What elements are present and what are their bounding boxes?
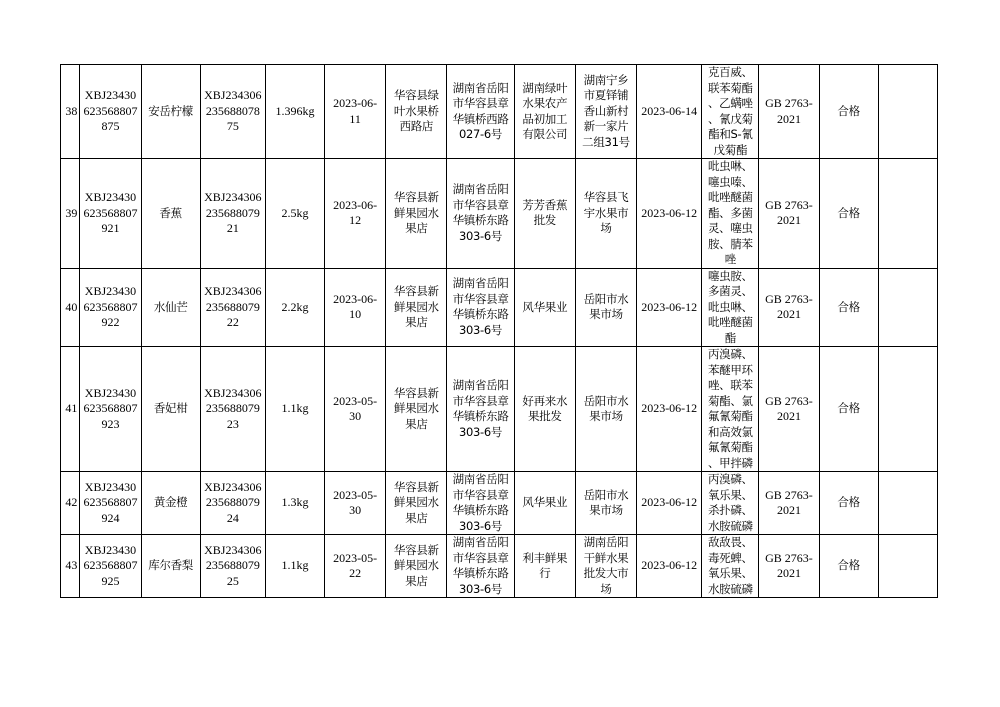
row-number-cell xyxy=(61,472,80,535)
row-number-cell xyxy=(61,535,80,598)
production-date-cell xyxy=(325,472,386,535)
note-cell xyxy=(878,159,937,269)
supplier-text: 风华果业 xyxy=(522,299,568,314)
supplier-cell xyxy=(514,535,575,598)
product-name-text: 香蕉 xyxy=(159,205,182,220)
standard-text: GB 2763- 2021 xyxy=(765,96,813,126)
standard-cell xyxy=(759,347,819,472)
report-code-cell xyxy=(200,535,265,598)
standard-text: GB 2763- 2021 xyxy=(765,550,813,580)
supplier-text: 风华果业 xyxy=(522,495,568,510)
result-cell xyxy=(819,268,878,347)
production-date-text: 2023-05- 30 xyxy=(333,393,378,423)
sample-code-text: XBJ23430 623568807 922 xyxy=(83,284,138,329)
table-row xyxy=(61,472,938,535)
supplier-address-cell xyxy=(575,159,636,269)
result-text: 合格 xyxy=(837,205,860,220)
result-text: 合格 xyxy=(837,401,860,416)
sample-code-text: XBJ23430 623568807 924 xyxy=(83,479,138,525)
row-number-text: 42 xyxy=(65,495,78,510)
sampling-date-text: 2023-06-12 xyxy=(641,495,698,510)
sampled-store-text: 华容县新 鲜果园水 果店 xyxy=(393,542,439,588)
production-date-text: 2023-05- 30 xyxy=(333,487,378,517)
supplier-cell xyxy=(514,65,575,159)
sampled-store-cell xyxy=(386,65,447,159)
sample-code-cell xyxy=(80,159,141,269)
supplier-address-text: 湖南岳阳 干鲜水果 批发大市 场 xyxy=(583,535,629,596)
report-code-cell xyxy=(200,268,265,347)
supplier-address-text: 华容县飞 宇水果市 场 xyxy=(583,190,629,235)
supplier-address-cell xyxy=(575,535,636,598)
note-cell xyxy=(878,268,937,347)
sampling-date-text: 2023-06-14 xyxy=(641,103,698,118)
sampling-date-cell xyxy=(637,268,702,347)
supplier-cell xyxy=(514,268,575,347)
standard-cell xyxy=(759,535,819,598)
sample-weight-text: 1.1kg xyxy=(281,401,309,416)
sampled-store-cell xyxy=(386,347,447,472)
sample-weight-text: 2.5kg xyxy=(281,205,309,220)
supplier-cell xyxy=(514,159,575,269)
sampling-date-text: 2023-06-12 xyxy=(641,299,698,314)
note-cell xyxy=(878,535,937,598)
test-items-text: 丙溴磷、 氧乐果、 杀扑磷、 水胺硫磷 xyxy=(707,472,753,533)
sampled-store-cell xyxy=(386,535,447,598)
supplier-text: 好再来水 果批发 xyxy=(522,393,568,423)
sampled-store-cell xyxy=(386,159,447,269)
test-items-text: 敌敌畏、 毒死蜱、 氧乐果、 水胺硫磷 xyxy=(707,535,753,596)
sampling-date-cell xyxy=(637,535,702,598)
row-number-cell xyxy=(61,268,80,347)
store-address-cell xyxy=(447,347,514,472)
row-number-text: 38 xyxy=(65,103,78,118)
row-number-cell xyxy=(61,65,80,159)
result-cell xyxy=(819,65,878,159)
sampled-store-text: 华容县新 鲜果园水 果店 xyxy=(393,479,439,525)
standard-text: GB 2763- 2021 xyxy=(765,487,813,517)
report-code-text: XBJ234306 235688079 24 xyxy=(204,479,262,525)
store-address-cell xyxy=(447,268,514,347)
production-date-text: 2023-06- 11 xyxy=(333,96,378,126)
store-address-text: 湖南省岳阳 市华容县章 华镇桥东路 303-6号 xyxy=(452,276,509,337)
row-number-text: 39 xyxy=(65,205,78,220)
report-code-text: XBJ234306 235688079 21 xyxy=(204,190,262,235)
standard-text: GB 2763- 2021 xyxy=(765,197,813,228)
sample-code-text: XBJ23430 623568807 921 xyxy=(83,190,138,235)
production-date-cell xyxy=(325,65,386,159)
product-name-text: 库尔香梨 xyxy=(148,558,194,573)
production-date-cell xyxy=(325,535,386,598)
sample-weight-cell xyxy=(265,535,324,598)
store-address-text: 湖南省岳阳 市华容县章 华镇桥西路 027-6号 xyxy=(452,80,509,141)
store-address-text: 湖南省岳阳 市华容县章 华镇桥东路 303-6号 xyxy=(452,378,509,439)
store-address-cell xyxy=(447,472,514,535)
product-name-cell xyxy=(141,65,200,159)
sample-weight-text: 1.1kg xyxy=(281,558,309,573)
supplier-address-cell xyxy=(575,472,636,535)
table-body xyxy=(61,65,938,598)
standard-cell xyxy=(759,472,819,535)
table-row xyxy=(61,65,938,159)
sample-weight-cell xyxy=(265,472,324,535)
sampled-store-text: 华容县新 鲜果园水 果店 xyxy=(393,190,439,235)
standard-cell xyxy=(759,65,819,159)
supplier-text: 芳芳香蕉 批发 xyxy=(522,197,568,228)
sample-code-cell xyxy=(80,347,141,472)
supplier-address-text: 湖南宁乡 市夏铎铺 香山新村 新一家片 二组31号 xyxy=(582,72,630,149)
sampled-store-cell xyxy=(386,472,447,535)
report-code-text: XBJ234306 235688079 23 xyxy=(204,385,262,431)
row-number-text: 41 xyxy=(65,401,78,416)
row-number-text: 43 xyxy=(65,558,78,573)
sample-code-text: XBJ23430 623568807 875 xyxy=(83,88,138,134)
result-text: 合格 xyxy=(837,299,860,314)
supplier-cell xyxy=(514,472,575,535)
sampling-date-cell xyxy=(637,65,702,159)
supplier-address-text: 岳阳市水 果市场 xyxy=(583,487,629,517)
store-address-text: 湖南省岳阳 市华容县章 华镇桥东路 303-6号 xyxy=(452,182,509,243)
sampled-store-text: 华容县绿 叶水果桥 西路店 xyxy=(393,88,439,134)
test-items-cell xyxy=(702,268,759,347)
test-items-cell xyxy=(702,347,759,472)
result-cell xyxy=(819,472,878,535)
standard-text: GB 2763- 2021 xyxy=(765,393,813,423)
standard-text: GB 2763- 2021 xyxy=(765,291,813,322)
supplier-address-text: 岳阳市水 果市场 xyxy=(583,291,629,322)
sampled-store-cell xyxy=(386,268,447,347)
report-code-text: XBJ234306 235688079 25 xyxy=(204,542,262,588)
sample-weight-cell xyxy=(265,159,324,269)
row-number-cell xyxy=(61,159,80,269)
sample-code-text: XBJ23430 623568807 923 xyxy=(83,385,138,431)
product-name-text: 水仙芒 xyxy=(153,299,188,314)
product-name-cell xyxy=(141,268,200,347)
table-row xyxy=(61,268,938,347)
store-address-cell xyxy=(447,159,514,269)
product-name-cell xyxy=(141,535,200,598)
sampling-date-text: 2023-06-12 xyxy=(641,205,698,220)
supplier-address-cell xyxy=(575,347,636,472)
result-text: 合格 xyxy=(837,495,860,510)
sample-weight-cell xyxy=(265,347,324,472)
result-text: 合格 xyxy=(837,558,860,573)
report-code-cell xyxy=(200,347,265,472)
test-items-cell xyxy=(702,535,759,598)
supplier-address-text: 岳阳市水 果市场 xyxy=(583,393,629,423)
test-items-text: 吡虫啉、 噻虫嗪、 吡唑醚菌 酯、多菌 灵、噻虫 胺、腈苯 唑 xyxy=(707,159,753,266)
store-address-cell xyxy=(447,535,514,598)
sampling-date-text: 2023-06-12 xyxy=(641,558,698,573)
result-text: 合格 xyxy=(837,103,860,118)
test-items-text: 丙溴磷、 苯醚甲环 唑、联苯 菊酯、氯 氟氰菊酯 和高效氯 氟氰菊酯 、甲拌磷 xyxy=(707,347,753,470)
product-name-text: 黄金橙 xyxy=(153,495,188,510)
supplier-cell xyxy=(514,347,575,472)
supplier-text: 利丰鲜果 行 xyxy=(522,550,568,580)
product-name-cell xyxy=(141,472,200,535)
table-row xyxy=(61,535,938,598)
product-name-cell xyxy=(141,159,200,269)
sampled-store-text: 华容县新 鲜果园水 果店 xyxy=(393,284,439,329)
test-items-text: 克百威、 联苯菊酯 、乙螨唑 、氰戊菊 酯和S-氰 戊菊酯 xyxy=(707,65,753,157)
report-code-cell xyxy=(200,65,265,159)
production-date-cell xyxy=(325,159,386,269)
inspection-results-table xyxy=(60,64,938,598)
production-date-text: 2023-06- 12 xyxy=(333,197,378,228)
production-date-cell xyxy=(325,268,386,347)
note-cell xyxy=(878,65,937,159)
result-cell xyxy=(819,159,878,269)
store-address-text: 湖南省岳阳 市华容县章 华镇桥东路 303-6号 xyxy=(452,472,509,533)
store-address-text: 湖南省岳阳 市华容县章 华镇桥东路 303-6号 xyxy=(452,535,509,596)
sample-code-cell xyxy=(80,472,141,535)
sampled-store-text: 华容县新 鲜果园水 果店 xyxy=(393,385,439,431)
report-code-text: XBJ234306 235688079 22 xyxy=(204,284,262,329)
table-row xyxy=(61,159,938,269)
supplier-text: 湖南绿叶 水果农产 品初加工 有限公司 xyxy=(522,80,568,141)
sample-weight-text: 1.396kg xyxy=(275,103,315,118)
production-date-cell xyxy=(325,347,386,472)
note-cell xyxy=(878,472,937,535)
sampling-date-cell xyxy=(637,159,702,269)
sample-code-cell xyxy=(80,268,141,347)
supplier-address-cell xyxy=(575,65,636,159)
sampling-date-text: 2023-06-12 xyxy=(641,401,698,416)
sample-code-cell xyxy=(80,65,141,159)
note-cell xyxy=(878,347,937,472)
row-number-text: 40 xyxy=(65,299,78,314)
sample-weight-text: 1.3kg xyxy=(281,495,309,510)
product-name-cell xyxy=(141,347,200,472)
product-name-text: 安岳柠檬 xyxy=(148,103,194,118)
production-date-text: 2023-05- 22 xyxy=(333,550,378,580)
test-items-cell xyxy=(702,65,759,159)
report-code-cell xyxy=(200,159,265,269)
sampling-date-cell xyxy=(637,472,702,535)
result-cell xyxy=(819,535,878,598)
sample-code-text: XBJ23430 623568807 925 xyxy=(83,542,138,588)
sample-weight-cell xyxy=(265,65,324,159)
sampling-date-cell xyxy=(637,347,702,472)
test-items-cell xyxy=(702,472,759,535)
test-items-text: 噻虫胺、 多菌灵、 吡虫啉、 吡唑醚菌 酯 xyxy=(707,268,753,345)
supplier-address-cell xyxy=(575,268,636,347)
production-date-text: 2023-06- 10 xyxy=(333,291,378,322)
table-row xyxy=(61,347,938,472)
standard-cell xyxy=(759,268,819,347)
report-code-text: XBJ234306 235688078 75 xyxy=(204,88,262,134)
row-number-cell xyxy=(61,347,80,472)
sample-code-cell xyxy=(80,535,141,598)
result-cell xyxy=(819,347,878,472)
sample-weight-text: 2.2kg xyxy=(281,299,309,314)
sample-weight-cell xyxy=(265,268,324,347)
product-name-text: 香妃柑 xyxy=(153,401,188,416)
standard-cell xyxy=(759,159,819,269)
store-address-cell xyxy=(447,65,514,159)
test-items-cell xyxy=(702,159,759,269)
report-code-cell xyxy=(200,472,265,535)
